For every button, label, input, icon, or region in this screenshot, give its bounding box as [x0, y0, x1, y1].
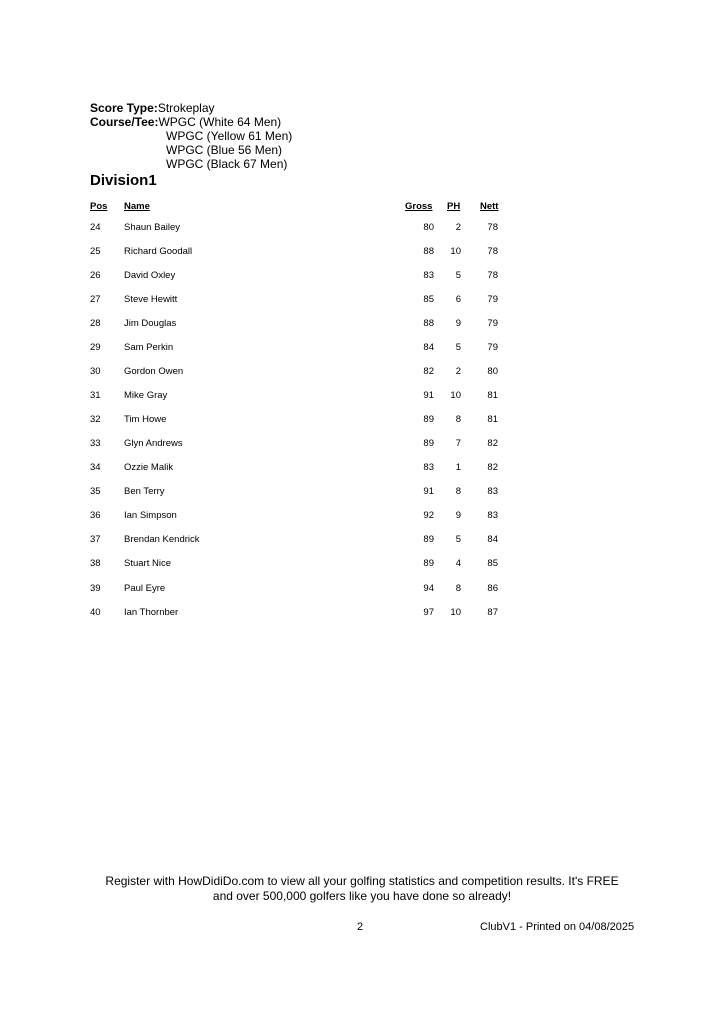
division-title: Division1 — [90, 172, 157, 189]
name-cell: Sam Perkin — [124, 342, 174, 353]
nett-cell: 81 — [487, 390, 498, 401]
footer-message — [0, 874, 724, 904]
pos-cell: 33 — [90, 438, 101, 449]
name-cell: Ian Simpson — [124, 510, 177, 521]
ph-cell: 5 — [455, 534, 461, 545]
name-cell: Brendan Kendrick — [124, 534, 200, 545]
name-cell: Jim Douglas — [124, 318, 177, 329]
table-row — [0, 390, 724, 406]
ph-cell: 10 — [450, 607, 461, 618]
tee-line-2: WPGC (Yellow 61 Men) — [166, 129, 293, 143]
name-cell: Stuart Nice — [124, 558, 171, 569]
gross-cell: 89 — [423, 558, 434, 569]
ph-cell: 10 — [450, 390, 461, 401]
nett-cell: 78 — [487, 270, 498, 281]
gross-cell: 84 — [423, 342, 434, 353]
nett-cell: 83 — [487, 510, 498, 521]
table-row — [0, 534, 724, 550]
col-header-pos: Pos — [90, 201, 108, 212]
tee-line-3: WPGC (Blue 56 Men) — [166, 143, 283, 157]
nett-cell: 78 — [487, 222, 498, 233]
gross-cell: 85 — [423, 294, 434, 305]
gross-cell: 89 — [423, 438, 434, 449]
table-row — [0, 438, 724, 454]
nett-cell: 84 — [487, 534, 498, 545]
nett-cell: 79 — [487, 294, 498, 305]
table-row — [0, 342, 724, 358]
name-cell: Ian Thornber — [124, 607, 179, 618]
table-row — [0, 510, 724, 526]
nett-cell: 81 — [487, 414, 498, 425]
ph-cell: 2 — [455, 366, 461, 377]
nett-cell: 78 — [487, 246, 498, 257]
gross-cell: 88 — [423, 246, 434, 257]
nett-cell: 82 — [487, 438, 498, 449]
gross-cell: 92 — [423, 510, 434, 521]
table-row — [0, 414, 724, 430]
footer-message-line-1: Register with HowDidiDo.com to view all your golfing statistics and competition results. It's FREE — [105, 874, 619, 888]
gross-cell: 91 — [423, 390, 434, 401]
table-row — [0, 270, 724, 286]
gross-cell: 97 — [423, 607, 434, 618]
ph-cell: 2 — [455, 222, 461, 233]
name-cell: Tim Howe — [124, 414, 167, 425]
score-type — [90, 101, 215, 115]
gross-cell: 94 — [423, 583, 434, 594]
ph-cell: 1 — [455, 462, 461, 473]
table-row — [0, 583, 724, 599]
ph-cell: 6 — [455, 294, 461, 305]
course-tee — [90, 115, 281, 129]
table-row — [0, 462, 724, 478]
table-row — [0, 222, 724, 238]
pos-cell: 37 — [90, 534, 101, 545]
pos-cell: 30 — [90, 366, 101, 377]
gross-cell: 89 — [423, 534, 434, 545]
pos-cell: 27 — [90, 294, 101, 305]
name-cell: David Oxley — [124, 270, 176, 281]
pos-cell: 39 — [90, 583, 101, 594]
col-header-name: Name — [124, 201, 150, 212]
name-cell: Shaun Bailey — [124, 222, 180, 233]
nett-cell: 80 — [487, 366, 498, 377]
course-tee-label: Course/Tee: — [90, 115, 159, 129]
ph-cell: 4 — [455, 558, 461, 569]
ph-cell: 5 — [455, 342, 461, 353]
nett-cell: 87 — [487, 607, 498, 618]
ph-cell: 5 — [455, 270, 461, 281]
footer-message-line-2: and over 500,000 golfers like you have done so already! — [212, 889, 512, 903]
printed-info: ClubV1 - Printed on 04/08/2025 — [480, 921, 635, 933]
pos-cell: 25 — [90, 246, 101, 257]
tee-line-4: WPGC (Black 67 Men) — [166, 157, 288, 171]
gross-cell: 88 — [423, 318, 434, 329]
tee-line-1: WPGC (White 64 Men) — [158, 115, 282, 129]
pos-cell: 29 — [90, 342, 101, 353]
pos-cell: 28 — [90, 318, 101, 329]
name-cell: Mike Gray — [124, 390, 168, 401]
table-row — [0, 366, 724, 382]
pos-cell: 31 — [90, 390, 101, 401]
name-cell: Gordon Owen — [124, 366, 184, 377]
ph-cell: 9 — [455, 510, 461, 521]
name-cell: Ozzie Malik — [124, 462, 174, 473]
gross-cell: 91 — [423, 486, 434, 497]
score-type-value: Strokeplay — [157, 101, 215, 115]
table-row — [0, 607, 724, 623]
pos-cell: 34 — [90, 462, 101, 473]
nett-cell: 82 — [487, 462, 498, 473]
page-number: 2 — [357, 921, 364, 933]
table-row — [0, 246, 724, 262]
pos-cell: 24 — [90, 222, 101, 233]
name-cell: Ben Terry — [124, 486, 165, 497]
score-type-label: Score Type: — [90, 101, 158, 115]
ph-cell: 8 — [455, 486, 461, 497]
col-header-nett: Nett — [480, 201, 499, 212]
nett-cell: 79 — [487, 318, 498, 329]
ph-cell: 8 — [455, 583, 461, 594]
name-cell: Glyn Andrews — [124, 438, 183, 449]
pos-cell: 26 — [90, 270, 101, 281]
table-row — [0, 558, 724, 574]
gross-cell: 83 — [423, 270, 434, 281]
ph-cell: 10 — [450, 246, 461, 257]
table-row — [0, 294, 724, 310]
pos-cell: 35 — [90, 486, 101, 497]
table-row — [0, 318, 724, 334]
ph-cell: 7 — [455, 438, 461, 449]
name-cell: Steve Hewitt — [124, 294, 178, 305]
gross-cell: 83 — [423, 462, 434, 473]
pos-cell: 40 — [90, 607, 101, 618]
nett-cell: 86 — [487, 583, 498, 594]
name-cell: Richard Goodall — [124, 246, 193, 257]
col-header-ph: PH — [447, 201, 461, 212]
table-row — [0, 486, 724, 502]
nett-cell: 83 — [487, 486, 498, 497]
nett-cell: 79 — [487, 342, 498, 353]
nett-cell: 85 — [487, 558, 498, 569]
pos-cell: 36 — [90, 510, 101, 521]
gross-cell: 82 — [423, 366, 434, 377]
col-header-gross: Gross — [405, 201, 433, 212]
pos-cell: 38 — [90, 558, 101, 569]
pos-cell: 32 — [90, 414, 101, 425]
gross-cell: 89 — [423, 414, 434, 425]
name-cell: Paul Eyre — [124, 583, 166, 594]
ph-cell: 9 — [455, 318, 461, 329]
gross-cell: 80 — [423, 222, 434, 233]
ph-cell: 8 — [455, 414, 461, 425]
